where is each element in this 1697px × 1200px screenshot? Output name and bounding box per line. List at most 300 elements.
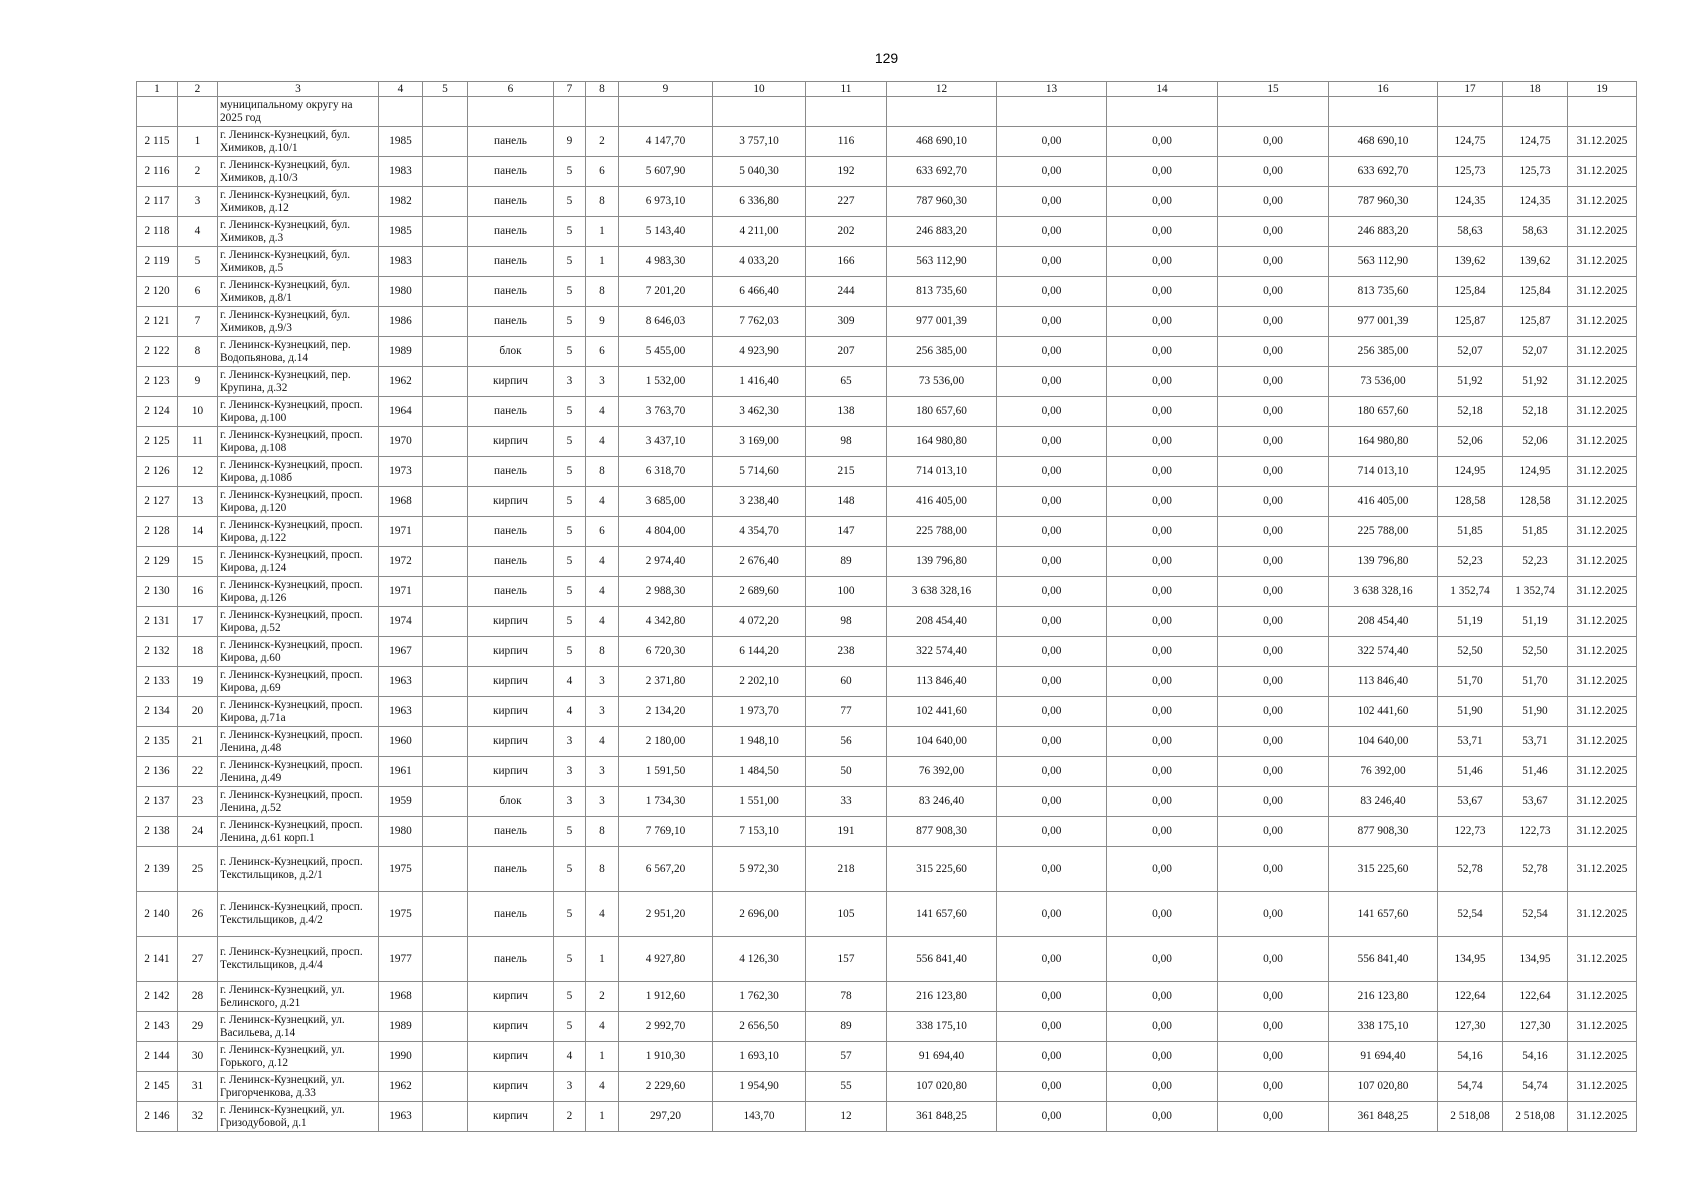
table-cell: 139,62 [1503, 247, 1568, 277]
table-cell: 2 117 [137, 187, 178, 217]
table-cell: г. Ленинск-Кузнецкий, просп. Ленина, д.61 корп.1 [218, 817, 379, 847]
table-cell: 4 [586, 487, 619, 517]
empty-cell [997, 97, 1107, 127]
table-cell: 468 690,10 [1329, 127, 1438, 157]
table-cell [423, 937, 468, 982]
table-cell: 73 536,00 [1329, 367, 1438, 397]
table-cell: 31.12.2025 [1568, 982, 1637, 1012]
table-cell: 148 [806, 487, 887, 517]
table-cell: 0,00 [1218, 517, 1329, 547]
table-cell: кирпич [468, 487, 554, 517]
table-cell: 19 [178, 667, 218, 697]
table-cell: 2 [586, 982, 619, 1012]
table-cell: 1963 [379, 697, 423, 727]
table-cell: 2 141 [137, 937, 178, 982]
table-cell: 78 [806, 982, 887, 1012]
table-cell: 1 [586, 217, 619, 247]
table-cell: 5 [178, 247, 218, 277]
table-cell: 7 201,20 [619, 277, 713, 307]
table-cell: кирпич [468, 607, 554, 637]
table-cell: 1977 [379, 937, 423, 982]
table-cell: 29 [178, 1012, 218, 1042]
table-cell: 2 [586, 127, 619, 157]
table-row [137, 937, 1637, 982]
table-row [137, 367, 1637, 397]
table-cell: 3 [586, 787, 619, 817]
table-cell: 13 [178, 487, 218, 517]
table-cell: 91 694,40 [1329, 1042, 1438, 1072]
table-cell: 0,00 [1107, 982, 1218, 1012]
table-cell: 53,71 [1503, 727, 1568, 757]
table-cell: 1967 [379, 637, 423, 667]
table-cell: 3 [554, 757, 586, 787]
table-cell: 1962 [379, 367, 423, 397]
table-cell: 0,00 [1107, 1012, 1218, 1042]
table-cell: 0,00 [997, 727, 1107, 757]
table-cell: 9 [178, 367, 218, 397]
table-cell: 5 [554, 607, 586, 637]
table-cell: 0,00 [1107, 817, 1218, 847]
column-number-cell: 19 [1568, 82, 1637, 97]
table-cell: 1972 [379, 547, 423, 577]
table-cell [423, 787, 468, 817]
table-cell: 1968 [379, 982, 423, 1012]
table-cell: 180 657,60 [1329, 397, 1438, 427]
table-cell: кирпич [468, 757, 554, 787]
table-cell: 5 [554, 937, 586, 982]
empty-cell [806, 97, 887, 127]
table-cell: г. Ленинск-Кузнецкий, просп. Кирова, д.71а [218, 697, 379, 727]
empty-cell [379, 97, 423, 127]
table-cell: 139,62 [1438, 247, 1503, 277]
table-cell: 5 [554, 487, 586, 517]
table-cell: 2 951,20 [619, 892, 713, 937]
table-cell: г. Ленинск-Кузнецкий, просп. Текстильщиков, д.4/4 [218, 937, 379, 982]
table-cell: 4 983,30 [619, 247, 713, 277]
table-cell: 52,18 [1503, 397, 1568, 427]
table-cell: 31.12.2025 [1568, 757, 1637, 787]
empty-cell [887, 97, 997, 127]
table-cell: 1963 [379, 667, 423, 697]
table-cell: 0,00 [997, 517, 1107, 547]
table-cell [423, 277, 468, 307]
table-cell [423, 1042, 468, 1072]
table-cell: 7 762,03 [713, 307, 806, 337]
table-cell: 216 123,80 [887, 982, 997, 1012]
table-cell: 100 [806, 577, 887, 607]
table-row [137, 757, 1637, 787]
table-cell: 125,73 [1438, 157, 1503, 187]
table-cell: 4 [554, 667, 586, 697]
table-cell: панель [468, 817, 554, 847]
table-cell: 3 757,10 [713, 127, 806, 157]
table-cell: 1983 [379, 157, 423, 187]
table-cell: 0,00 [1218, 547, 1329, 577]
table-cell: 107 020,80 [887, 1072, 997, 1102]
table-cell [423, 667, 468, 697]
table-cell: 0,00 [1107, 397, 1218, 427]
table-cell: 1 762,30 [713, 982, 806, 1012]
table-cell: 8 [178, 337, 218, 367]
column-number-cell: 14 [1107, 82, 1218, 97]
table-cell: 556 841,40 [887, 937, 997, 982]
table-cell: г. Ленинск-Кузнецкий, ул. Гризодубовой, д.1 [218, 1102, 379, 1132]
table-cell: 1 [586, 937, 619, 982]
table-cell: 2 145 [137, 1072, 178, 1102]
table-cell: 89 [806, 1012, 887, 1042]
table-cell: 164 980,80 [887, 427, 997, 457]
table-cell: 5 [554, 637, 586, 667]
table-cell: 315 225,60 [1329, 847, 1438, 892]
empty-cell [1107, 97, 1218, 127]
table-cell: 1985 [379, 217, 423, 247]
table-cell: 2 116 [137, 157, 178, 187]
table-cell: 89 [806, 547, 887, 577]
table-cell [423, 127, 468, 157]
table-cell: 5 [554, 1012, 586, 1042]
table-cell: 2 121 [137, 307, 178, 337]
table-cell: 1989 [379, 1012, 423, 1042]
empty-cell [468, 97, 554, 127]
table-cell: 0,00 [997, 847, 1107, 892]
table-cell: 0,00 [1218, 982, 1329, 1012]
table-cell: 122,64 [1438, 982, 1503, 1012]
table-cell: 0,00 [1107, 487, 1218, 517]
table-cell: 124,95 [1503, 457, 1568, 487]
table-cell: 31.12.2025 [1568, 577, 1637, 607]
table-row [137, 697, 1637, 727]
table-cell: 31.12.2025 [1568, 367, 1637, 397]
table-cell: 128,58 [1503, 487, 1568, 517]
table-cell: кирпич [468, 982, 554, 1012]
table-cell: 227 [806, 187, 887, 217]
table-cell: 563 112,90 [1329, 247, 1438, 277]
table-cell: 4 147,70 [619, 127, 713, 157]
table-cell: 5 [554, 517, 586, 547]
table-cell: 5 [554, 307, 586, 337]
table-cell: 1961 [379, 757, 423, 787]
table-cell: 1985 [379, 127, 423, 157]
table-cell: 52,18 [1438, 397, 1503, 427]
table-cell: панель [468, 847, 554, 892]
table-cell: 31.12.2025 [1568, 157, 1637, 187]
table-cell: г. Ленинск-Кузнецкий, просп. Кирова, д.100 [218, 397, 379, 427]
column-number-cell: 18 [1503, 82, 1568, 97]
table-cell: 0,00 [1107, 367, 1218, 397]
table-cell: 4 [586, 727, 619, 757]
table-cell: 0,00 [1107, 427, 1218, 457]
table-cell: 139 796,80 [1329, 547, 1438, 577]
table-cell: 6 [586, 337, 619, 367]
table-cell: 5 [554, 847, 586, 892]
table-cell [423, 727, 468, 757]
table-cell: 2 [554, 1102, 586, 1132]
table-cell: 0,00 [997, 817, 1107, 847]
table-cell: 5 [554, 157, 586, 187]
table-cell [423, 337, 468, 367]
table-cell: 0,00 [997, 367, 1107, 397]
table-cell: 1980 [379, 817, 423, 847]
table-cell: 2 518,08 [1503, 1102, 1568, 1132]
table-cell: 3 638 328,16 [887, 577, 997, 607]
table-cell: блок [468, 787, 554, 817]
table-cell: 10 [178, 397, 218, 427]
table-cell: 134,95 [1438, 937, 1503, 982]
table-cell: 157 [806, 937, 887, 982]
column-number-cell: 16 [1329, 82, 1438, 97]
table-cell: 180 657,60 [887, 397, 997, 427]
table-cell: 51,70 [1503, 667, 1568, 697]
table-row [137, 127, 1637, 157]
table-cell: 125,84 [1438, 277, 1503, 307]
empty-cell [586, 97, 619, 127]
table-row [137, 577, 1637, 607]
empty-cell [423, 97, 468, 127]
table-cell: 2 202,10 [713, 667, 806, 697]
table-cell: панель [468, 187, 554, 217]
table-cell: 322 574,40 [1329, 637, 1438, 667]
table-cell: 633 692,70 [887, 157, 997, 187]
table-cell: 6 318,70 [619, 457, 713, 487]
table-cell: 22 [178, 757, 218, 787]
table-cell: 76 392,00 [887, 757, 997, 787]
column-number-cell: 11 [806, 82, 887, 97]
table-cell: 60 [806, 667, 887, 697]
table-cell: г. Ленинск-Кузнецкий, бул. Химиков, д.5 [218, 247, 379, 277]
table-cell: 2 [178, 157, 218, 187]
table-cell: 113 846,40 [1329, 667, 1438, 697]
table-cell: 297,20 [619, 1102, 713, 1132]
table-cell: кирпич [468, 367, 554, 397]
table-cell: 6 [586, 517, 619, 547]
table-cell: 0,00 [1107, 457, 1218, 487]
table-cell: 0,00 [1218, 1102, 1329, 1132]
table-cell: 14 [178, 517, 218, 547]
table-cell: 192 [806, 157, 887, 187]
table-cell: 5 [554, 217, 586, 247]
table-cell: 215 [806, 457, 887, 487]
table-cell: 1 484,50 [713, 757, 806, 787]
table-cell: кирпич [468, 697, 554, 727]
table-cell: 0,00 [1107, 607, 1218, 637]
table-cell: 15 [178, 547, 218, 577]
table-cell: 125,87 [1438, 307, 1503, 337]
table-cell: 31.12.2025 [1568, 307, 1637, 337]
table-cell: 0,00 [997, 577, 1107, 607]
table-row [137, 667, 1637, 697]
table-cell: 4 804,00 [619, 517, 713, 547]
table-cell: 3 [554, 367, 586, 397]
table-cell: 17 [178, 607, 218, 637]
table-row [137, 157, 1637, 187]
table-cell: 2 146 [137, 1102, 178, 1132]
table-cell: 2 131 [137, 607, 178, 637]
table-cell: 0,00 [1107, 157, 1218, 187]
table-cell: 18 [178, 637, 218, 667]
table-cell: 0,00 [997, 427, 1107, 457]
table-cell: 5 [554, 427, 586, 457]
table-cell: 52,54 [1438, 892, 1503, 937]
table-cell: 124,95 [1438, 457, 1503, 487]
table-cell: 2 371,80 [619, 667, 713, 697]
table-cell [423, 1072, 468, 1102]
table-row [137, 337, 1637, 367]
table-cell: 58,63 [1503, 217, 1568, 247]
table-cell: 0,00 [1218, 487, 1329, 517]
table-cell: 0,00 [1107, 847, 1218, 892]
table-cell: 147 [806, 517, 887, 547]
table-cell: г. Ленинск-Кузнецкий, просп. Кирова, д.108 [218, 427, 379, 457]
table-cell: 315 225,60 [887, 847, 997, 892]
table-cell: 0,00 [1218, 397, 1329, 427]
table-cell: г. Ленинск-Кузнецкий, просп. Кирова, д.108б [218, 457, 379, 487]
table-cell: 52,78 [1438, 847, 1503, 892]
table-cell: 0,00 [997, 277, 1107, 307]
table-cell: 8 [586, 277, 619, 307]
table-cell: 5 [554, 247, 586, 277]
table-cell: 0,00 [1218, 217, 1329, 247]
table-cell: 65 [806, 367, 887, 397]
table-cell: 52,07 [1503, 337, 1568, 367]
table-cell: г. Ленинск-Кузнецкий, просп. Кирова, д.69 [218, 667, 379, 697]
table-cell: 2 127 [137, 487, 178, 517]
table-cell: 2 139 [137, 847, 178, 892]
table-row [137, 427, 1637, 457]
table-cell: 0,00 [997, 757, 1107, 787]
empty-cell [178, 97, 218, 127]
table-cell: 4 126,30 [713, 937, 806, 982]
table-cell: 0,00 [997, 337, 1107, 367]
table-cell: 0,00 [1218, 757, 1329, 787]
table-cell: 0,00 [1107, 307, 1218, 337]
continuation-row [137, 97, 1637, 127]
table-cell: 0,00 [1107, 757, 1218, 787]
table-row [137, 277, 1637, 307]
table-cell: 0,00 [997, 187, 1107, 217]
table-body [137, 97, 1637, 1132]
table-cell [423, 892, 468, 937]
table-cell: 3 [554, 787, 586, 817]
table-cell: 0,00 [997, 787, 1107, 817]
table-cell: 1 551,00 [713, 787, 806, 817]
table-cell: 31.12.2025 [1568, 787, 1637, 817]
table-cell: 102 441,60 [887, 697, 997, 727]
table-cell: 2 676,40 [713, 547, 806, 577]
table-cell: 31.12.2025 [1568, 1042, 1637, 1072]
table-cell: 30 [178, 1042, 218, 1072]
table-cell: 4 923,90 [713, 337, 806, 367]
table-cell: 11 [178, 427, 218, 457]
table-cell: 813 735,60 [887, 277, 997, 307]
table-cell: 24 [178, 817, 218, 847]
table-cell: 164 980,80 [1329, 427, 1438, 457]
table-cell: 0,00 [997, 217, 1107, 247]
table-cell: 1964 [379, 397, 423, 427]
table-cell: 51,46 [1503, 757, 1568, 787]
column-number-cell: 9 [619, 82, 713, 97]
empty-cell [619, 97, 713, 127]
table-cell: 31.12.2025 [1568, 427, 1637, 457]
empty-cell [137, 97, 178, 127]
table-cell: 2 124 [137, 397, 178, 427]
table-row [137, 1102, 1637, 1132]
table-cell: 98 [806, 427, 887, 457]
table-cell: 31.12.2025 [1568, 487, 1637, 517]
table-cell: 6 973,10 [619, 187, 713, 217]
table-cell: 5 [554, 817, 586, 847]
table-cell: г. Ленинск-Кузнецкий, ул. Белинского, д.21 [218, 982, 379, 1012]
table-cell: 122,64 [1503, 982, 1568, 1012]
table-cell: 3 462,30 [713, 397, 806, 427]
table-cell: 54,16 [1438, 1042, 1503, 1072]
table-cell [423, 982, 468, 1012]
table-cell: 122,73 [1438, 817, 1503, 847]
table-cell: 50 [806, 757, 887, 787]
table-cell: панель [468, 892, 554, 937]
table-cell: 2 229,60 [619, 1072, 713, 1102]
table-cell: 23 [178, 787, 218, 817]
table-cell: 1 912,60 [619, 982, 713, 1012]
table-cell: панель [468, 577, 554, 607]
table-cell: 21 [178, 727, 218, 757]
table-row [137, 217, 1637, 247]
table-cell: г. Ленинск-Кузнецкий, просп. Кирова, д.122 [218, 517, 379, 547]
table-cell: г. Ленинск-Кузнецкий, просп. Ленина, д.49 [218, 757, 379, 787]
table-cell: 977 001,39 [1329, 307, 1438, 337]
table-cell: 2 120 [137, 277, 178, 307]
table-cell: 1986 [379, 307, 423, 337]
table-cell: 1 948,10 [713, 727, 806, 757]
table-row [137, 1072, 1637, 1102]
table-cell: 416 405,00 [887, 487, 997, 517]
table-cell: 51,70 [1438, 667, 1503, 697]
table-row [137, 607, 1637, 637]
table-cell: 2 123 [137, 367, 178, 397]
table-cell: 16 [178, 577, 218, 607]
table-cell: 246 883,20 [887, 217, 997, 247]
table-cell: 51,19 [1503, 607, 1568, 637]
table-cell: 309 [806, 307, 887, 337]
table-cell: 58,63 [1438, 217, 1503, 247]
table-cell: 52,23 [1438, 547, 1503, 577]
table-cell: 5 [554, 577, 586, 607]
table-cell: г. Ленинск-Кузнецкий, бул. Химиков, д.8/1 [218, 277, 379, 307]
table-cell: 3 638 328,16 [1329, 577, 1438, 607]
table-cell: 31.12.2025 [1568, 1072, 1637, 1102]
table-cell: панель [468, 517, 554, 547]
table-cell: 0,00 [1218, 1012, 1329, 1042]
table-cell: 53,67 [1503, 787, 1568, 817]
table-row [137, 307, 1637, 337]
table-cell: 207 [806, 337, 887, 367]
table-cell: 1960 [379, 727, 423, 757]
table-cell: 2 119 [137, 247, 178, 277]
table-cell: 2 144 [137, 1042, 178, 1072]
table-cell: 1962 [379, 1072, 423, 1102]
table-cell: 5 714,60 [713, 457, 806, 487]
column-number-cell: 17 [1438, 82, 1503, 97]
table-cell: 225 788,00 [887, 517, 997, 547]
table-cell: 55 [806, 1072, 887, 1102]
table-cell: 0,00 [1107, 637, 1218, 667]
table-cell: 73 536,00 [887, 367, 997, 397]
table-cell: 2 992,70 [619, 1012, 713, 1042]
table-cell: 52,50 [1503, 637, 1568, 667]
table-cell: панель [468, 157, 554, 187]
table-cell: 4 [586, 547, 619, 577]
table-cell: 31.12.2025 [1568, 187, 1637, 217]
table-cell: 31.12.2025 [1568, 727, 1637, 757]
